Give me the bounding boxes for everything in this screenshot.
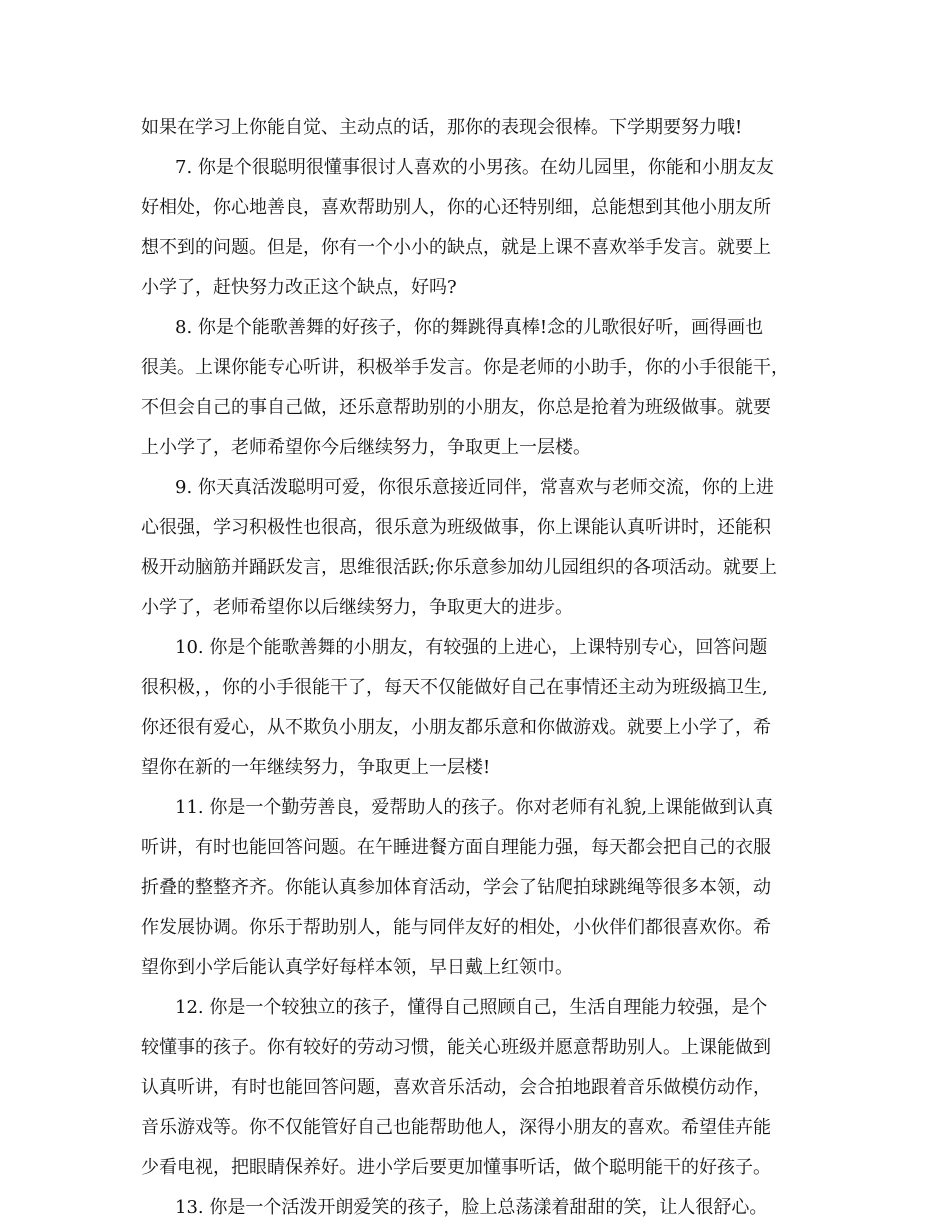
text-line: 10. 你是个能歌善舞的小朋友，有较强的上进心，上课特别专心，回答问题 (175, 637, 768, 658)
text-line: 望你到小学后能认真学好每样本领，早日戴上红领巾。 (141, 957, 573, 978)
text-line: 望你在新的一年继续努力，争取更上一层楼! (141, 757, 491, 778)
text-line: 听讲，有时也能回答问题。在午睡进餐方面自理能力强，每天都会把自己的衣服 (141, 837, 771, 858)
text-line: 好相处，你心地善良，喜欢帮助别人，你的心还特别细，总能想到其他小朋友所 (141, 197, 771, 218)
text-line: 少看电视，把眼睛保养好。进小学后要更加懂事听话，做个聪明能干的好孩子。 (141, 1157, 771, 1178)
text-line: 极开动脑筋并踊跃发言，思维很活跃;你乐意参加幼儿园组织的各项活动。就要上 (141, 557, 778, 578)
text-line: 12. 你是一个较独立的孩子，懂得自己照顾自己，生活自理能力较强，是个 (175, 997, 768, 1018)
text-line: 9. 你天真活泼聪明可爱，你很乐意接近同伴，常喜欢与老师交流，你的上进 (175, 477, 774, 498)
text-line: 小学了，赶快努力改正这个缺点，好吗? (141, 277, 457, 298)
text-line: 如果在学习上你能自觉、主动点的话，那你的表现会很棒。下学期要努力哦! (141, 117, 743, 138)
text-line: 心很强，学习积极性也很高，很乐意为班级做事，你上课能认真听讲时，还能积 (141, 517, 771, 538)
text-line: 13. 你是一个活泼开朗爱笑的孩子，脸上总荡漾着甜甜的笑，让人很舒心。 (175, 1197, 768, 1218)
text-line: 想不到的问题。但是，你有一个小小的缺点，就是上课不喜欢举手发言。就要上 (141, 237, 771, 258)
text-line: 8. 你是个能歌善舞的好孩子，你的舞跳得真棒!念的儿歌很好听，画得画也 (175, 317, 764, 338)
text-line: 很积极，，你的小手很能干了，每天不仅能做好自己在事情还主动为班级搞卫生, (141, 677, 768, 698)
text-line: 上小学了，老师希望你今后继续努力，争取更上一层楼。 (141, 437, 591, 458)
text-line: 你还很有爱心，从不欺负小朋友，小朋友都乐意和你做游戏。就要上小学了，希 (141, 717, 771, 738)
text-line: 音乐游戏等。你不仅能管好自己也能帮助他人，深得小朋友的喜欢。希望佳卉能 (141, 1117, 771, 1138)
text-line: 较懂事的孩子。你有较好的劳动习惯，能关心班级并愿意帮助别人。上课能做到 (141, 1037, 771, 1058)
text-line: 小学了，老师希望你以后继续努力，争取更大的进步。 (141, 597, 573, 618)
text-line: 不但会自己的事自己做，还乐意帮助别的小朋友，你总是抢着为班级做事。就要 (141, 397, 771, 418)
text-line: 很美。上课你能专心听讲，积极举手发言。你是老师的小助手，你的小手很能干， (141, 357, 789, 378)
text-line: 作发展协调。你乐于帮助别人，能与同伴友好的相处，小伙伴们都很喜欢你。希 (141, 917, 771, 938)
text-line: 7. 你是个很聪明很懂事很讨人喜欢的小男孩。在幼儿园里，你能和小朋友友 (175, 157, 774, 178)
text-line: 认真听讲，有时也能回答问题，喜欢音乐活动，会合拍地跟着音乐做模仿动作， (141, 1077, 771, 1098)
text-line: 11. 你是一个勤劳善良，爱帮助人的孩子。你对老师有礼貌,上课能做到认真 (175, 797, 774, 818)
text-line: 折叠的整整齐齐。你能认真参加体育活动，学会了钻爬拍球跳绳等很多本领，动 (141, 877, 771, 898)
